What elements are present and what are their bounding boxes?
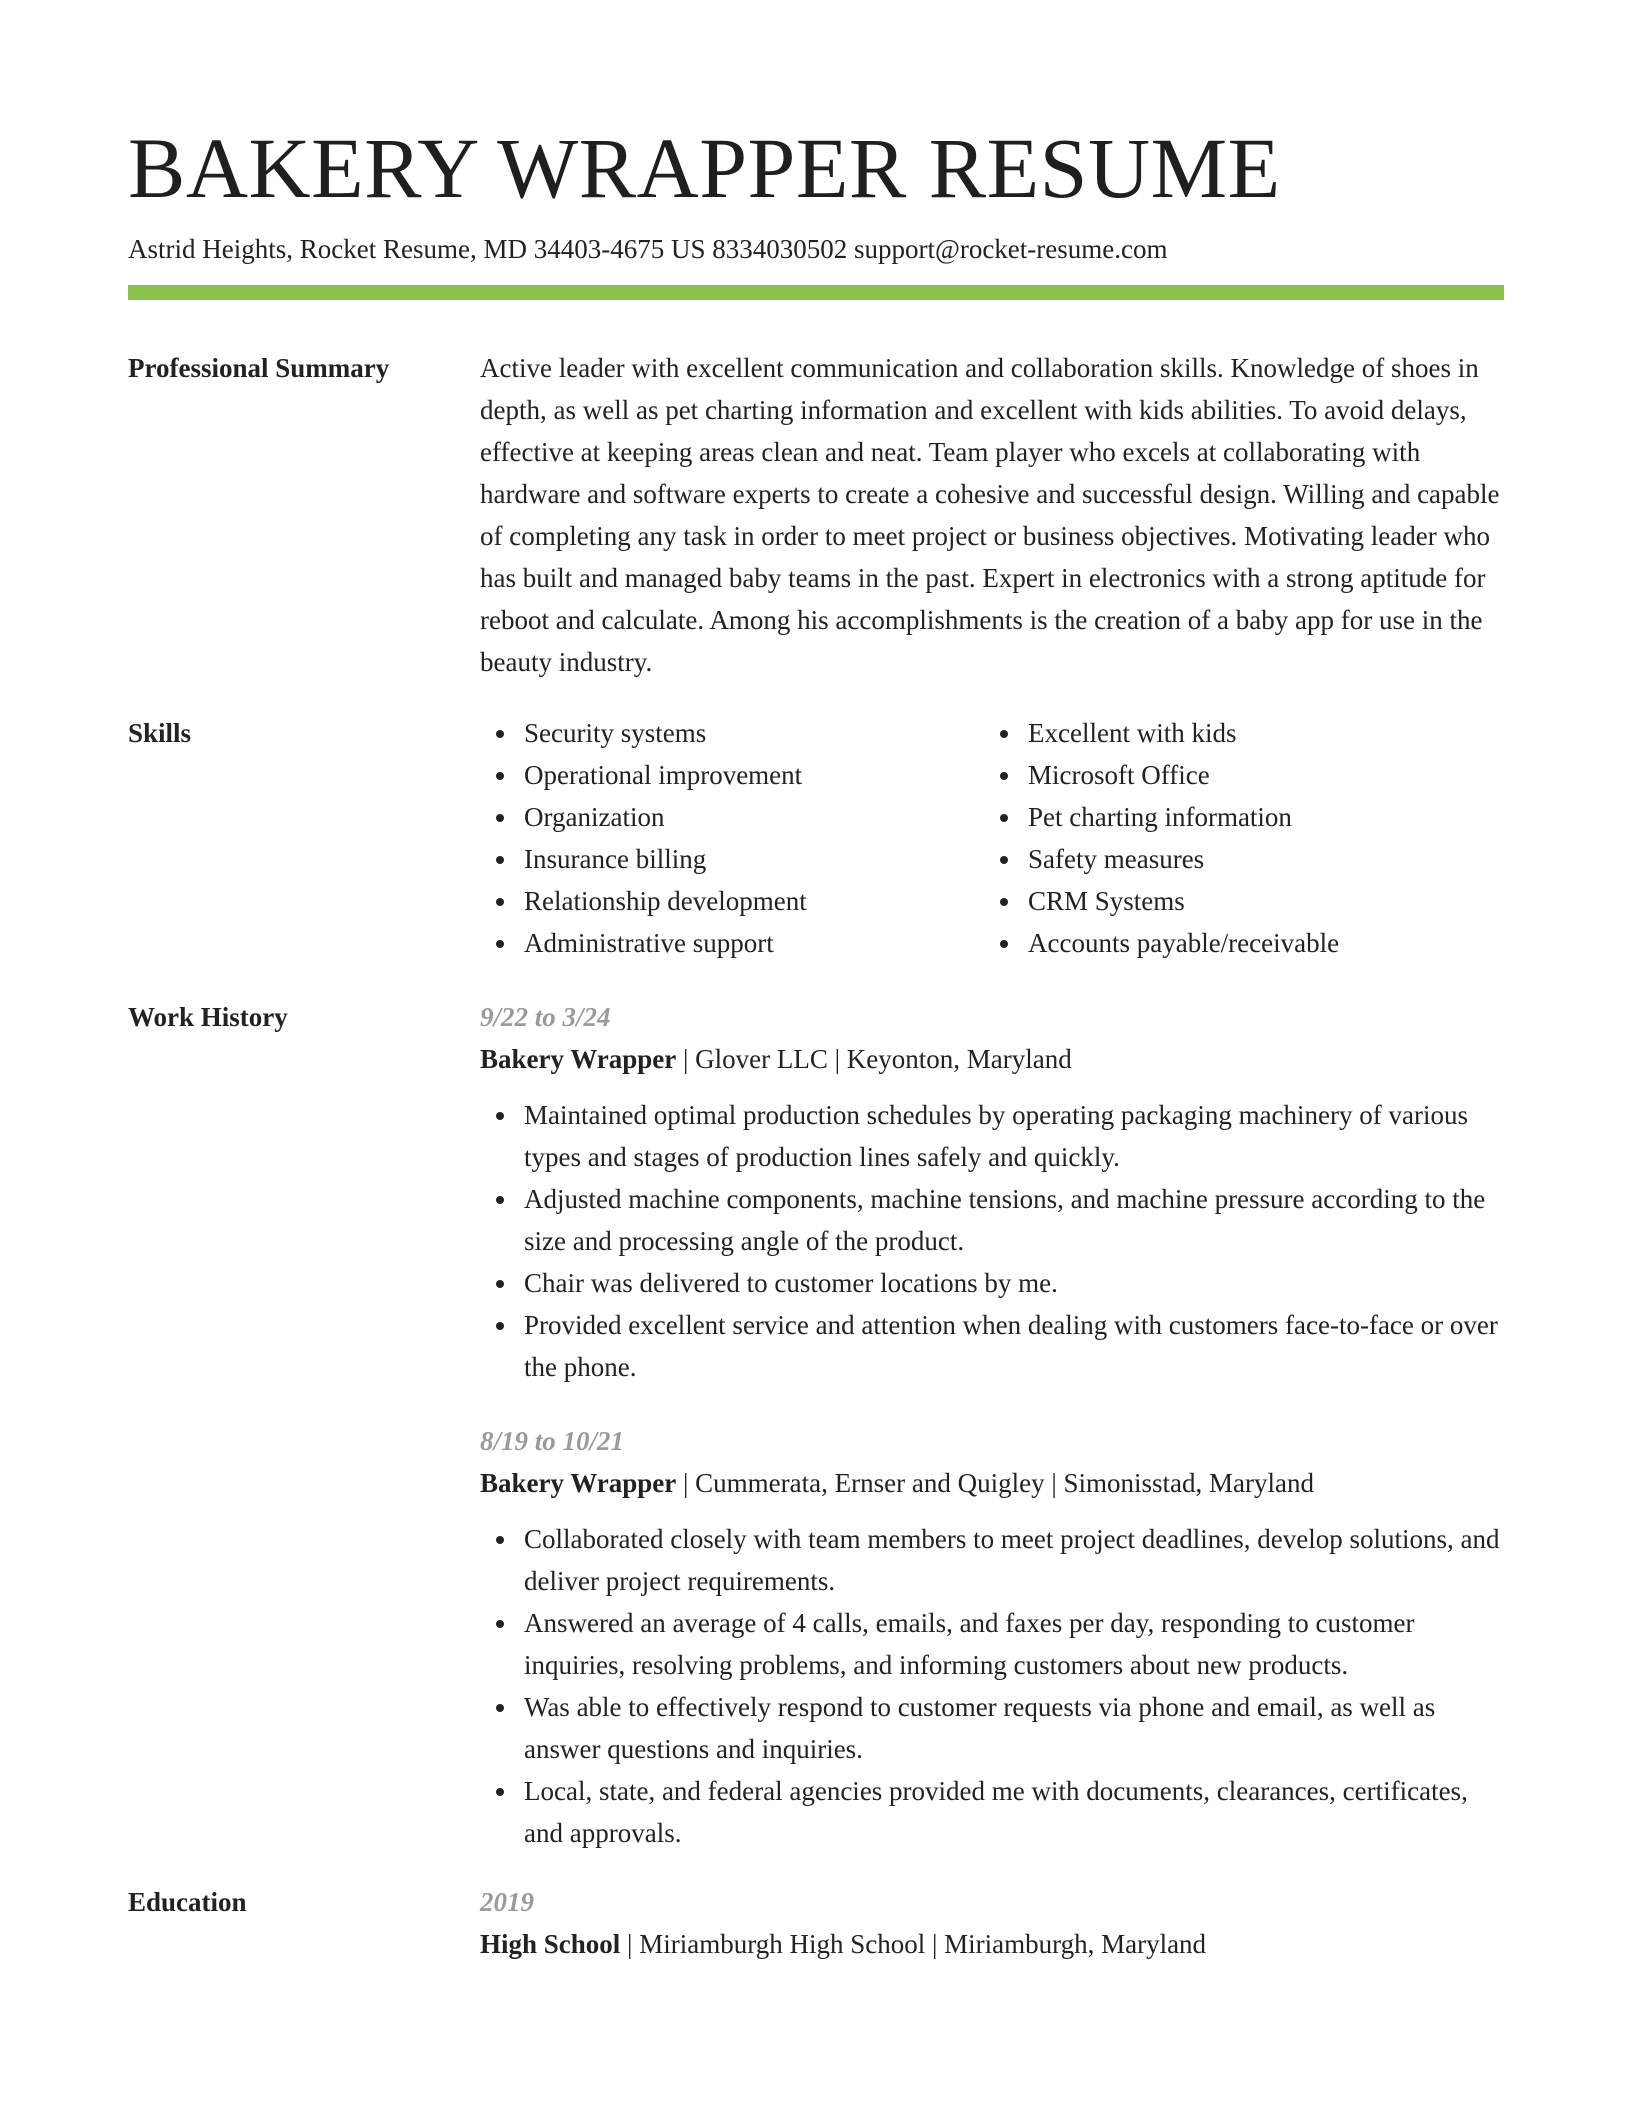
job-dates: 9/22 to 3/24 bbox=[480, 1002, 611, 1032]
skill-item: Accounts payable/receivable bbox=[984, 922, 1488, 964]
skill-item: Insurance billing bbox=[480, 838, 984, 880]
summary-text: Active leader with excellent communication and collaboration skills. Knowledge of shoes in depth, as well as pet charting information and excellent with kids abilities. To avoid delays, effective at keeping areas clean and neat. Team player who excels at collaborating with hardware and software experts to create a cohesive and successful design. Willing and capable of completing any task in order to meet project or business objectives. Motivating leader who has built and managed baby teams in the past. Expert in electronics with a strong aptitude for reboot and calculate. Among his accomplishments is the creation of a baby app for use in the beauty industry. bbox=[480, 353, 1500, 677]
job-details: | Glover LLC | Keyonton, Maryland bbox=[676, 1044, 1072, 1074]
job-dates: 8/19 to 10/21 bbox=[480, 1426, 625, 1456]
job-bullet: Maintained optimal production schedules by operating packaging machinery of various types and stages of production lines safely and quickly. bbox=[480, 1094, 1504, 1178]
resume-title: BAKERY WRAPPER RESUME bbox=[128, 120, 1281, 216]
education-year: 2019 bbox=[480, 1887, 534, 1917]
education-details: | Miriamburgh High School | Miriamburgh, Maryland bbox=[620, 1929, 1207, 1959]
education-label: Education bbox=[128, 1887, 247, 1917]
job-bullets bbox=[480, 1518, 1504, 1854]
skill-item: Organization bbox=[480, 796, 984, 838]
summary-label: Professional Summary bbox=[128, 353, 390, 383]
job-bullet: Chair was delivered to customer locations by me. bbox=[480, 1262, 1504, 1304]
skill-item: Microsoft Office bbox=[984, 754, 1488, 796]
skills-list-right bbox=[984, 712, 1488, 964]
skill-item: Operational improvement bbox=[480, 754, 984, 796]
work-history-label: Work History bbox=[128, 1002, 288, 1032]
job-heading bbox=[480, 1038, 1504, 1080]
education-heading bbox=[480, 1923, 1504, 1965]
education-degree: High School bbox=[480, 1929, 621, 1959]
job-details: | Cummerata, Ernser and Quigley | Simonisstad, Maryland bbox=[676, 1468, 1314, 1498]
skills-label: Skills bbox=[128, 718, 192, 748]
skill-item: Security systems bbox=[480, 712, 984, 754]
job-title: Bakery Wrapper bbox=[480, 1044, 677, 1074]
accent-divider bbox=[128, 285, 1504, 300]
skill-item: Relationship development bbox=[480, 880, 984, 922]
job-bullet: Collaborated closely with team members to meet project deadlines, develop solutions, and deliver project requirements. bbox=[480, 1518, 1504, 1602]
contact-line: Astrid Heights, Rocket Resume, MD 34403-4675 US 8334030502 support@rocket-resume.com bbox=[128, 234, 1168, 264]
job-title: Bakery Wrapper bbox=[480, 1468, 677, 1498]
job-bullets bbox=[480, 1094, 1504, 1388]
job-entry bbox=[480, 1420, 1504, 1854]
job-bullet: Answered an average of 4 calls, emails, and faxes per day, responding to customer inquiries, resolving problems, and informing customers about new products. bbox=[480, 1602, 1504, 1686]
job-bullet: Adjusted machine components, machine tensions, and machine pressure according to the size and processing angle of the product. bbox=[480, 1178, 1504, 1262]
job-bullet: Was able to effectively respond to customer requests via phone and email, as well as answer questions and inquiries. bbox=[480, 1686, 1504, 1770]
job-bullet: Local, state, and federal agencies provided me with documents, clearances, certificates, and approvals. bbox=[480, 1770, 1504, 1854]
skill-item: Pet charting information bbox=[984, 796, 1488, 838]
job-entry bbox=[480, 996, 1504, 1388]
skills-list-left bbox=[480, 712, 984, 964]
skill-item: Excellent with kids bbox=[984, 712, 1488, 754]
job-heading bbox=[480, 1462, 1504, 1504]
skill-item: Safety measures bbox=[984, 838, 1488, 880]
skill-item: CRM Systems bbox=[984, 880, 1488, 922]
skill-item: Administrative support bbox=[480, 922, 984, 964]
job-bullet: Provided excellent service and attention when dealing with customers face-to-face or over the phone. bbox=[480, 1304, 1504, 1388]
